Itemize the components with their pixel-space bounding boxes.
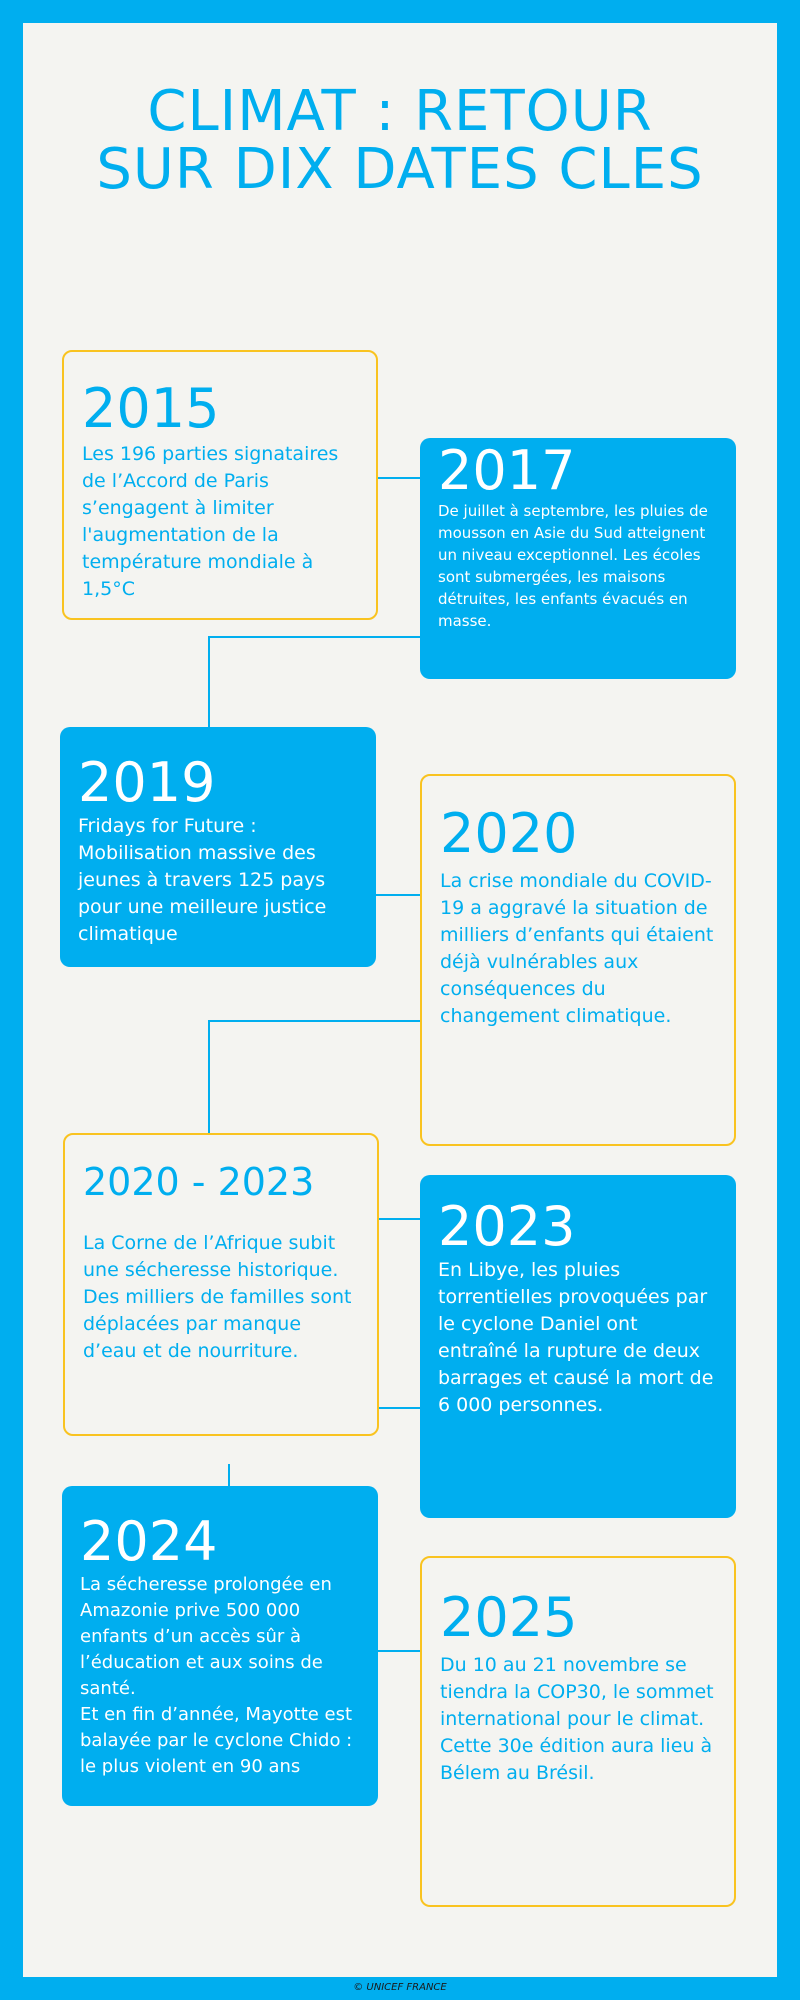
event-year: 2017 (438, 439, 576, 502)
event-year: 2025 (440, 1586, 578, 1649)
connector-2019-2020 (376, 894, 420, 896)
event-text: Du 10 au 21 novembre se tiendra la COP30, le sommet international pour le climat. Cette 30e édition aura lieu à Bélem au Brésil. (440, 1654, 714, 1784)
event-text-2: Et en fin d’année, Mayotte est balayée par le cyclone Chido : le plus violent en 90 ans (80, 1704, 353, 1777)
event-year: 2019 (78, 751, 216, 814)
event-year: 2020 - 2023 (83, 1160, 315, 1204)
event-year: 2020 (440, 802, 578, 865)
event-text: La Corne de l’Afrique subit une sécheresse historique. Des milliers de familles sont déplacées par manque d’eau et de nourriture. (83, 1232, 352, 1362)
event-text: La crise mondiale du COVID-19 a aggravé la situation de milliers d’enfants qui étaient déjà vulnérables aux conséquences du changement climatique. (440, 870, 714, 1027)
event-text: En Libye, les pluies torrentielles provoquées par le cyclone Daniel ont entraîné la rupture de deux barrages et causé la mort de 6 000 personnes. (438, 1259, 714, 1416)
event-year: 2023 (438, 1195, 576, 1258)
event-text: De juillet à septembre, les pluies de mousson en Asie du Sud atteignent un niveau exceptionnel. Les écoles sont submergées, les maisons détruites, les enfants évacués en masse. (438, 502, 708, 630)
event-year: 2015 (82, 377, 220, 440)
timeline-card-2017 (420, 438, 736, 679)
timeline-card-2019 (60, 727, 376, 967)
title-line-1: CLIMAT : RETOUR (147, 79, 653, 144)
timeline-card-2023 (420, 1175, 736, 1518)
timeline-card-2024 (62, 1486, 378, 1806)
title-line-2: SUR DIX DATES CLES (96, 137, 704, 202)
event-text: Fridays for Future : Mobilisation massive des jeunes à travers 125 pays pour une meilleure justice climatique (78, 815, 327, 945)
copyright-footer: © UNICEF FRANCE (353, 1982, 447, 1993)
connector-2017-2019-v (208, 636, 210, 727)
timeline-card-2020-2023 (63, 1133, 379, 1436)
connector-2020-2023-2024 (228, 1464, 230, 1486)
event-year: 2024 (80, 1510, 218, 1573)
timeline-card-2015 (62, 350, 378, 620)
event-text: Les 196 parties signataires de l’Accord de Paris s’engagent à limiter l'augmentation de la température mondiale à 1,5°C (82, 443, 339, 600)
connector-2020-2020-2023-h (208, 1020, 420, 1022)
connector-2015-2017 (377, 477, 420, 479)
connector-2024-2025 (377, 1650, 420, 1652)
connector-2020-2023-2023-bottom (378, 1407, 420, 1409)
connector-2017-2019-h (208, 636, 420, 638)
connector-2020-2023-2023-top (378, 1218, 420, 1220)
connector-2020-2020-2023-v (208, 1020, 210, 1133)
page-title (23, 79, 777, 202)
event-text: La sécheresse prolongée en Amazonie prive 500 000 enfants d’un accès sûr à l’éducation et aux soins de santé. (80, 1574, 332, 1699)
timeline-card-2020 (420, 774, 736, 1146)
timeline-card-2025 (420, 1556, 736, 1907)
